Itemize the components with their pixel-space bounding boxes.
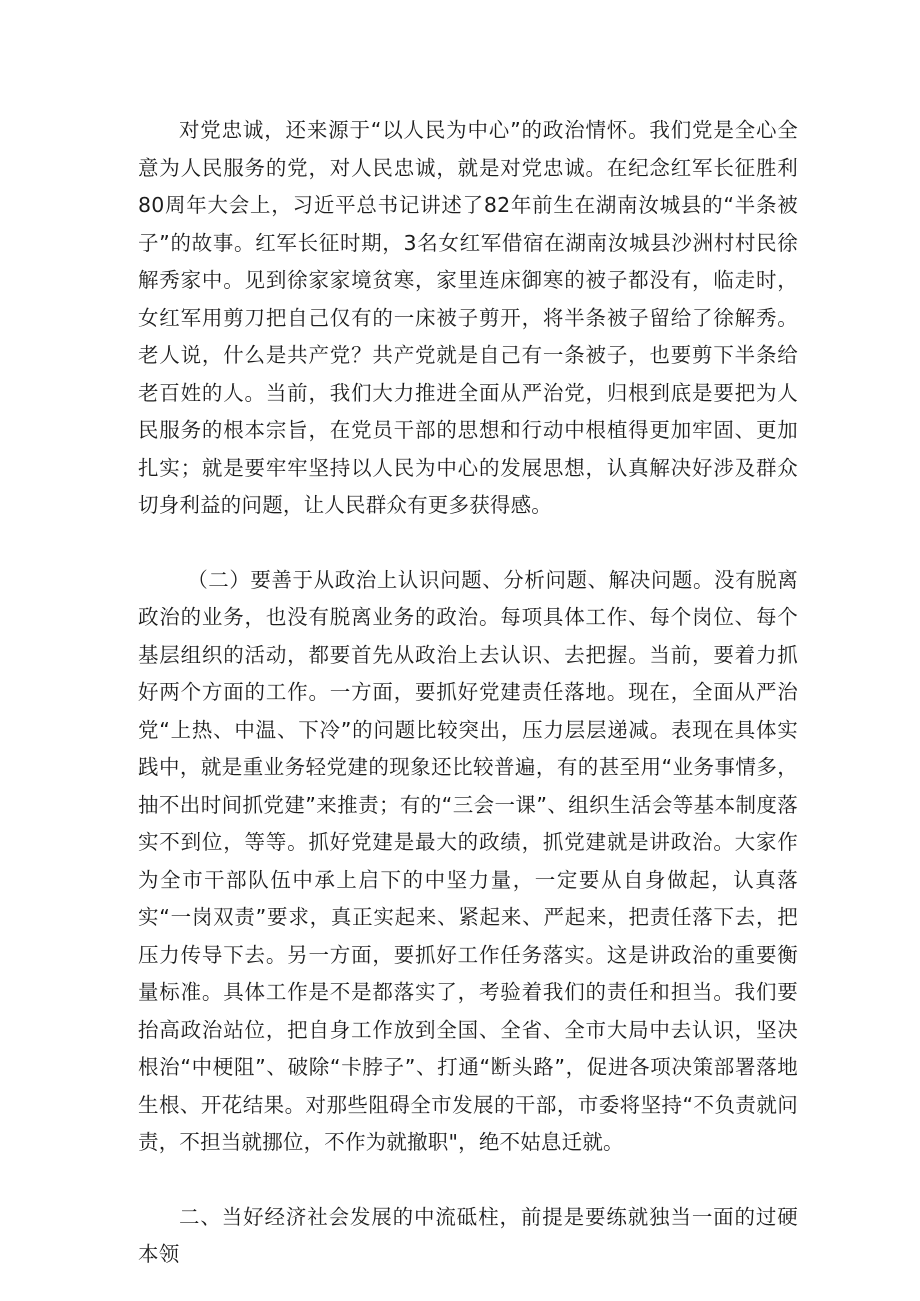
paragraph-political-perspective: （二）要善于从政治上认识问题、分析问题、解决问题。没有脱离政治的业务，也没有脱离业务的政治。每项具体工作、每个岗位、每个基层组织的活动，都要首先从政治上去认识、去把握。当前，要着力抓好两个方面的工作。一方面，要抓好党建责任落地。现在，全面从严治党“上热、中温、下冷”的问题比较突出，压力层层递减。表现在具体实践中，就是重业务轻党建的现象还比较普遍，有的甚至用“业务事情多，抽不出时间抓党建”来推责；有的“三会一课”、组织生活会等基本制度落实不到位，等等。抓好党建是最大的政绩，抓党建就是讲政治。大家作为全市干部队伍中承上启下的中坚力量，一定要从自身做起，认真落实“一岗双责”要求，真正实起来、紧起来、严起来，把责任落下去，把压力传导下去。另一方面，要抓好工作任务落实。这是讲政治的重要衡量标准。具体工作是不是都落实了，考验着我们的责任和担当。我们要抬高政治站位，把自身工作放到全国、全省、全市大局中去认识，坚决根治“中梗阻”、破除“卡脖子”、打通“断头路”，促进各项决策部署落地生根、开花结果。对那些阻碍全市发展的干部，市委将坚持“不负责就问责，不担当就挪位，不作为就撤职"，绝不姑息迁就。: [138, 567, 798, 1154]
document-body: [138, 112, 798, 1274]
paragraph-party-loyalty: 对党忠诚，还来源于“以人民为中心”的政治情怀。我们党是全心全意为人民服务的党，对人民忠诚，就是对党忠诚。在纪念红军长征胜利80周年大会上，习近平总书记讲述了82年前生在湖南汝城县的“半条被子”的故事。红军长征时期，3名女红军借宿在湖南汝城县沙洲村村民徐解秀家中。见到徐家家境贫寒，家里连床御寒的被子都没有，临走时，女红军用剪刀把自己仅有的一床被子剪开，将半条被子留给了徐解秀。老人说，什么是共产党？共产党就是自己有一条被子，也要剪下半条给老百姓的人。当前，我们大力推进全面从严治党，归根到底是要把为人民服务的根本宗旨，在党员干部的思想和行动中根植得更加牢固、更加扎实；就是要牢牢坚持以人民为中心的发展思想，认真解决好涉及群众切身利益的问题，让人民群众有更多获得感。: [138, 118, 798, 517]
section-heading-two: 二、当好经济社会发展的中流砥柱，前提是要练就独当一面的过硬本领: [138, 1204, 798, 1266]
